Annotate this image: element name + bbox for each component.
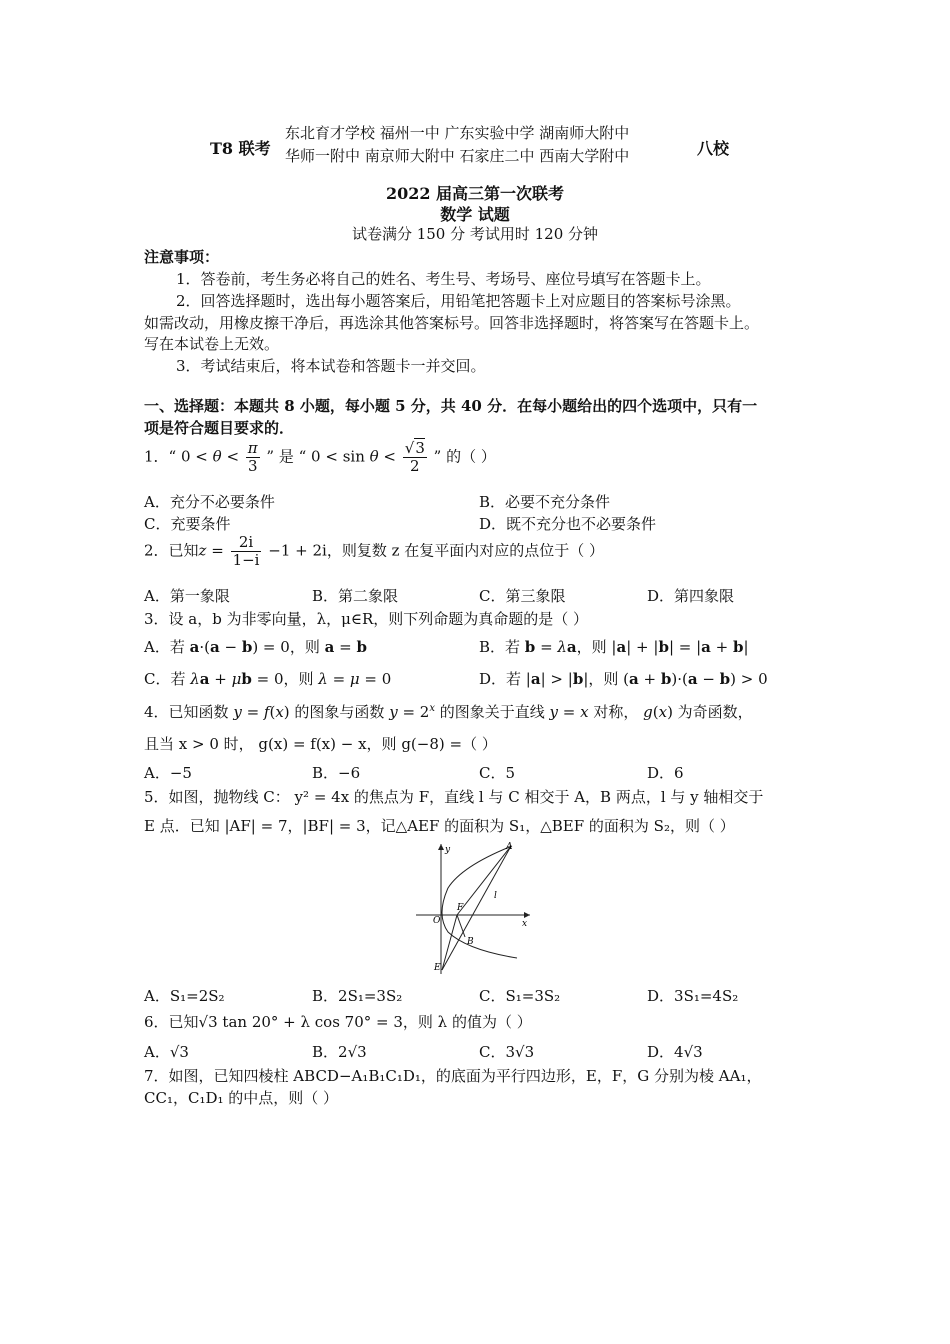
- label-b: B: [467, 937, 474, 947]
- section-heading: 一、选择题：本题共 8 小题，每小题 5 分，共 40 分．在每小题给出的四个选项中，只有一: [144, 397, 758, 415]
- notice-item-2: 2．回答选择题时，选出每小题答案后，用铅笔把答题卡上对应题目的答案标号涂黑。: [176, 292, 741, 310]
- q5-option-b: B．2S₁=3S₂: [312, 987, 403, 1005]
- q2-option-b: B．第二象限: [312, 587, 399, 605]
- q4-option-a: A．−5: [144, 764, 192, 782]
- segment-ef: [442, 915, 457, 970]
- q5-option-a: A．S₁=2S₂: [144, 987, 225, 1005]
- exam-info: 试卷满分 150 分 考试用时 120 分钟: [351, 225, 599, 243]
- q4-option-c: C．5: [479, 764, 516, 782]
- label-e: E: [434, 963, 441, 973]
- q4-option-d: D．6: [647, 764, 684, 782]
- label-f: F: [457, 903, 464, 913]
- label-o: O: [433, 916, 441, 926]
- q1-option-d: D．既不充分也不必要条件: [479, 515, 657, 533]
- exam-alliance-label: T8 联考: [210, 139, 271, 158]
- question-7-stem: 7．如图，已知四棱柱 ABCD−A₁B₁C₁D₁，的底面为平行四边形，E，F，G 分别为棱 AA₁，: [144, 1067, 762, 1085]
- section-heading-cont: 项是符合题目要求的．: [144, 419, 295, 437]
- q6-option-c: C．3√3: [479, 1043, 535, 1061]
- q6-option-d: D．4√3: [647, 1043, 703, 1061]
- q3-option-d: D．若 |a| > |b|，则 (a + b)·(a − b) > 0: [479, 670, 768, 688]
- question-3-stem: 3．设 a，b 为非零向量，λ，μ∈R，则下列命题为真命题的是（ ）: [144, 610, 589, 628]
- q4-option-b: B．−6: [312, 764, 361, 782]
- q1-option-b: B．必要不充分条件: [479, 493, 611, 511]
- exam-title: 2022 届高三第一次联考: [385, 184, 565, 203]
- question-5-stem: 5．如图，抛物线 C： y² = 4x 的焦点为 F，直线 l 与 C 相交于 A，B 两点，l 与 y 轴相交于: [144, 788, 764, 806]
- notice-item-3: 3．考试结束后，将本试卷和答题卡一并交回。: [176, 357, 486, 375]
- notice-heading: 注意事项：: [144, 248, 220, 266]
- q1-option-c: C．充要条件: [144, 515, 231, 533]
- q3-option-a: A．若 a·(a − b) = 0，则 a = b: [144, 638, 367, 656]
- question-7-stem-cont: CC₁，C₁D₁ 的中点，则（ ）: [144, 1089, 339, 1107]
- question-1-stem: 1．“ 0 < θ < $\frac{\pi}{3}$ ” 是 “ 0 < sin θ < $\frac{√3}{2}$ ” 的（ ）: [144, 439, 496, 475]
- question-4-stem: 4．已知函数 y = f(x) 的图象与函数 $y = 2^x$ 的图象关于直线 y = x 对称， g(x) 为奇函数，: [144, 703, 753, 721]
- q2-option-a: A．第一象限: [144, 587, 230, 605]
- question-6-stem: 6．已知√3 tan 20° + λ cos 70° = 3，则 λ 的值为（ ）: [144, 1013, 532, 1031]
- q3-option-c: C．若 λa + μb = 0，则 λ = μ = 0: [144, 670, 392, 688]
- question-4-stem-cont: 且当 x > 0 时， g(x) = f(x) − x，则 g(−8) =（ ）: [144, 735, 497, 753]
- question-5-stem-cont: E 点．已知 |AF| = 7，|BF| = 3，记△AEF 的面积为 S₁，△BEF 的面积为 S₂，则（ ）: [144, 817, 735, 835]
- schools-line-2: 华师一附中 南京师大附中 石家庄二中 西南大学附中: [285, 147, 630, 165]
- line-l: [442, 846, 511, 970]
- exam-subject: 数学 试题: [440, 205, 510, 224]
- q2-option-c: C．第三象限: [479, 587, 566, 605]
- segment-bf: [457, 915, 465, 937]
- label-x: x: [522, 919, 528, 929]
- q6-option-a: A．√3: [144, 1043, 189, 1061]
- q6-option-b: B．2√3: [312, 1043, 367, 1061]
- q1-option-a: A．充分不必要条件: [144, 493, 275, 511]
- notice-item-2-end: 写在本试卷上无效。: [144, 335, 280, 353]
- label-a: A: [506, 842, 513, 852]
- segment-af: [457, 846, 511, 915]
- schools-line-1: 东北育才学校 福州一中 广东实验中学 湖南师大附中: [285, 124, 630, 142]
- notice-item-1: 1．答卷前，考生务必将自己的姓名、考生号、考场号、座位号填写在答题卡上。: [176, 270, 711, 288]
- question-2-stem: 2．已知z = $\frac{2i}{1-i}$ −1 + 2i，则复数 z 在复平面内对应的点位于（ ）: [144, 533, 605, 569]
- q2-option-d: D．第四象限: [647, 587, 735, 605]
- question-1-number: 1．: [144, 447, 169, 466]
- q3-option-b: B．若 b = λa，则 |a| + |b| = |a + b|: [479, 638, 749, 656]
- parabola-figure: [412, 840, 534, 975]
- q5-option-c: C．S₁=3S₂: [479, 987, 561, 1005]
- notice-item-2-cont: 如需改动，用橡皮擦干净后，再选涂其他答案标号。回答非选择题时，将答案写在答题卡上。: [144, 314, 760, 332]
- label-y: y: [445, 845, 451, 855]
- q5-option-d: D．3S₁=4S₂: [647, 987, 739, 1005]
- label-l: l: [494, 891, 497, 901]
- eight-schools-label: 八校: [697, 139, 730, 158]
